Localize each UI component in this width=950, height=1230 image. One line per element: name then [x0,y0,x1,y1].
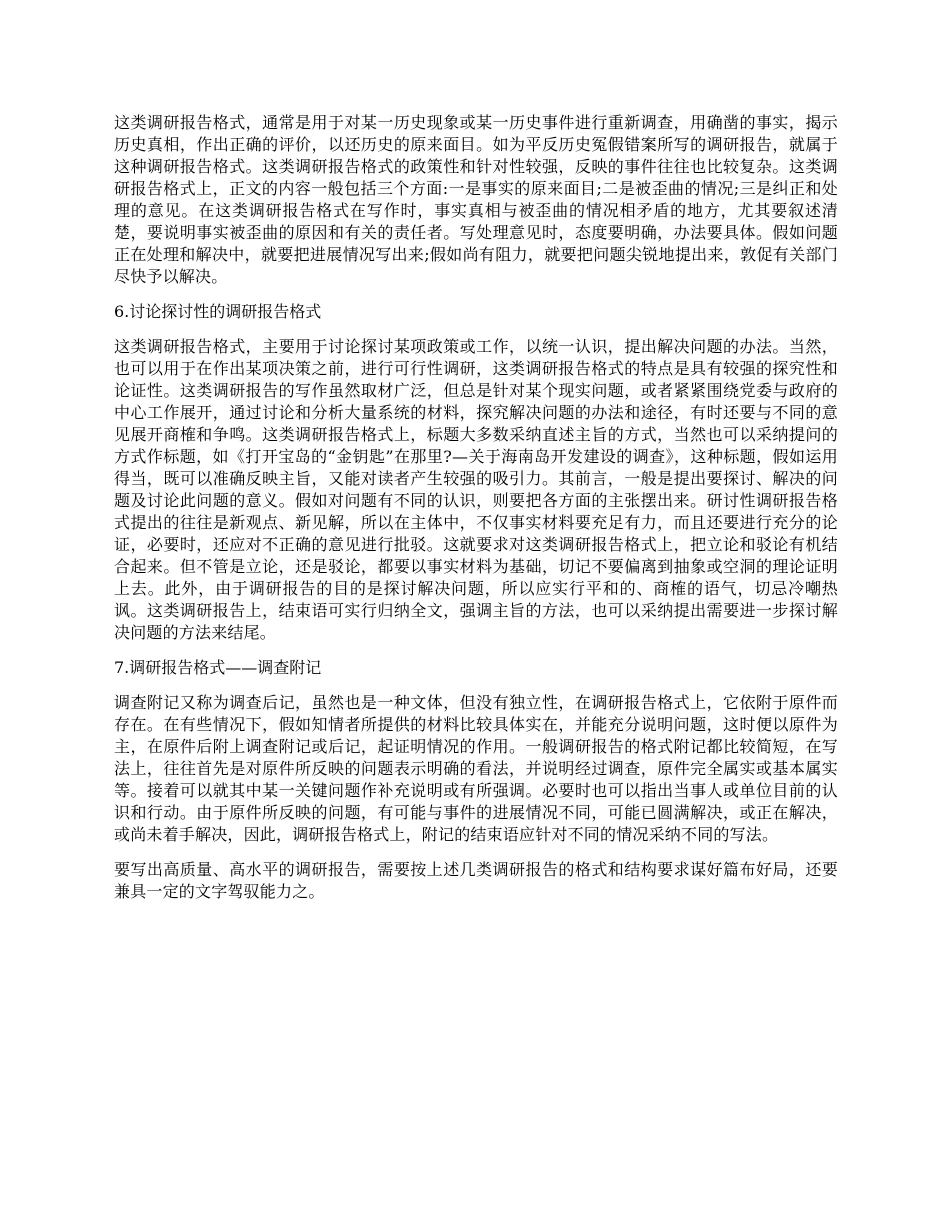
section-heading-6: 6.讨论探讨性的调研报告格式 [114,302,322,321]
paragraph-historical-investigation: 这类调研报告格式，通常是用于对某一历史现象或某一历史事件进行重新调查，用确凿的事实，揭示历史真相，作出正确的评价，以还历史的原来面目。如为平反历史冤假错案所写的调研报告，就属于这种调研报告格式。这类调研报告格式的政策性和针对性较强，反映的事件往往也比较复杂。这类调研报告格式上，正文的内容一般包括三个方面:一是事实的原来面目;二是被歪曲的情况;三是纠正和处理的意见。在这类调研报告格式在写作时，事实真相与被歪曲的情况相矛盾的地方，尤其要叙述清楚，要说明事实被歪曲的原因和有关的责任者。写处理意见时，态度要明确，办法要具体。假如问题正在处理和解决中，就要把进展情况写出来;假如尚有阻力，就要把问题尖锐地提出来，敦促有关部门尽快予以解决。 [114,113,838,286]
section-heading-7: 7.调研报告格式——调查附记 [114,658,322,677]
document-body [114,112,838,916]
paragraph-investigation-appendix: 调查附记又称为调查后记，虽然也是一种文体，但没有独立性，在调研报告格式上，它依附于原件而存在。在有些情况下，假如知情者所提供的材料比较具体实在，并能充分说明问题，这时便以原件为主，在原件后附上调查附记或后记，起证明情况的作用。一般调研报告的格式附记都比较简短，在写法上，往往首先是对原件所反映的问题表示明确的看法，并说明经过调查，原件完全属实或基本属实等。接着可以就其中某一关键问题作补充说明或有所强调。必要时也可以指出当事人或单位目前的认识和行动。由于原件所反映的问题，有可能与事件的进展情况不同，可能已圆满解决，或正在解决，或尚未着手解决，因此，调研报告格式上，附记的结束语应针对不同的情况采纳不同的写法。 [114,693,838,844]
paragraph-conclusion: 要写出高质量、高水平的调研报告，需要按上述几类调研报告的格式和结构要求谋好篇布好局，还要兼具一定的文字驾驭能力之。 [114,860,838,901]
paragraph-discussion-report: 这类调研报告格式，主要用于讨论探讨某项政策或工作，以统一认识，提出解决问题的办法。当然，也可以用于在作出某项决策之前，进行可行性调研，这类调研报告格式的特点是具有较强的探究性和论证性。这类调研报告的写作虽然取材广泛，但总是针对某个现实问题，或者紧紧围绕党委与政府的中心工作展开，通过讨论和分析大量系统的材料，探究解决问题的办法和途径，有时还要与不同的意见展开商榷和争鸣。这类调研报告格式上，标题大多数采纳直述主旨的方式，当然也可以采纳提问的方式作标题，如《打开宝岛的“金钥匙”在那里?—关于海南岛开发建设的调查》，这种标题，假如运用得当，既可以准确反映主旨，又能对读者产生较强的吸引力。其前言，一般是提出要探讨、解决的问题及讨论此问题的意义。假如对问题有不同的认识，则要把各方面的主张摆出来。研讨性调研报告格式提出的往往是新观点、新见解，所以在主体中，不仅事实材料要充足有力，而且还要进行充分的论证，必要时，还应对不正确的意见进行批驳。这就要求对这类调研报告格式上，把立论和驳论有机结合起来。但不管是立论，还是驳论，都要以事实材料为基础，切记不要偏离到抽象或空洞的理论证明上去。此外，由于调研报告的目的是探讨解决问题，所以应实行平和的、商榷的语气，切忌冷嘲热讽。这类调研报告上，结束语可实行归纳全文，强调主旨的方法，也可以采纳提出需要进一步探讨解决问题的方法来结尾。 [114,337,838,642]
